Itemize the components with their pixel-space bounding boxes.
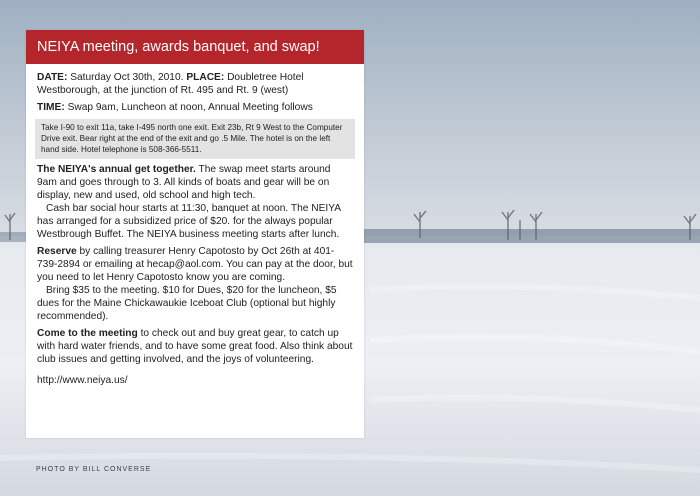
website-link[interactable]: http://www.neiya.us/ [37,374,128,386]
time-label: TIME: [37,102,65,113]
reserve-text: by calling treasurer Henry Capotosto by Oct 26th at 401-739-2894 or emailing at hecap@aol.com. You can pay at the door, but you need to let Henry Capotosto know you are coming. [37,245,353,283]
banquet-paragraph: Cash bar social hour starts at 11:30, banquet at noon. The NEIYA has arranged for a subsidized price of $20. for the always popular Westbrough Buffet. The NEIYA business meeting starts after lunch. [37,202,341,240]
photo-credit: PHOTO BY BILL CONVERSE [36,466,152,473]
date-place-line [37,71,353,97]
directions-box: Take I-90 to exit 11a, take I-495 north one exit. Exit 23b, Rt 9 West to the Computer Drive exit. Bear right at the end of the exit and go .5 Mile. The hotel is on the left hand side. Hotel telephone is 508-366-5511. [35,119,355,159]
place-value: Doubletree Hotel Westborough, at the junction of Rt. 495 and Rt. 9 (west) [37,72,304,96]
reserve-paragraph [37,245,353,284]
panel-title: NEIYA meeting, awards banquet, and swap! [26,30,364,64]
come-paragraph [37,327,353,366]
annual-text: The swap meet starts around 9am and goes through to 3. All kinds of boats and gear will be on display, new and used, old school and high tech. [37,163,331,201]
come-lead: Come to the meeting [37,327,138,339]
date-label: DATE: [37,72,68,83]
time-value: Swap 9am, Luncheon at noon, Annual Meeting follows [64,102,313,113]
event-panel [26,30,364,438]
place-label: PLACE: [186,72,225,83]
annual-paragraph [37,163,353,202]
annual-lead: The NEIYA's annual get together. [37,163,196,175]
time-line [37,101,353,114]
come-text: to check out and buy great gear, to catch up with hard water friends, and to have some great food. Also think about club issues and getting involved, and the joys of volunteering. [37,327,353,365]
date-value: Saturday Oct 30th, 2010. [67,72,187,83]
event-content [26,64,364,387]
reserve-lead: Reserve [37,245,77,257]
dues-paragraph: Bring $35 to the meeting. $10 for Dues, $20 for the luncheon, $5 dues for the Maine Chickawaukie Iceboat Club (optional but highly recommended). [37,284,337,322]
